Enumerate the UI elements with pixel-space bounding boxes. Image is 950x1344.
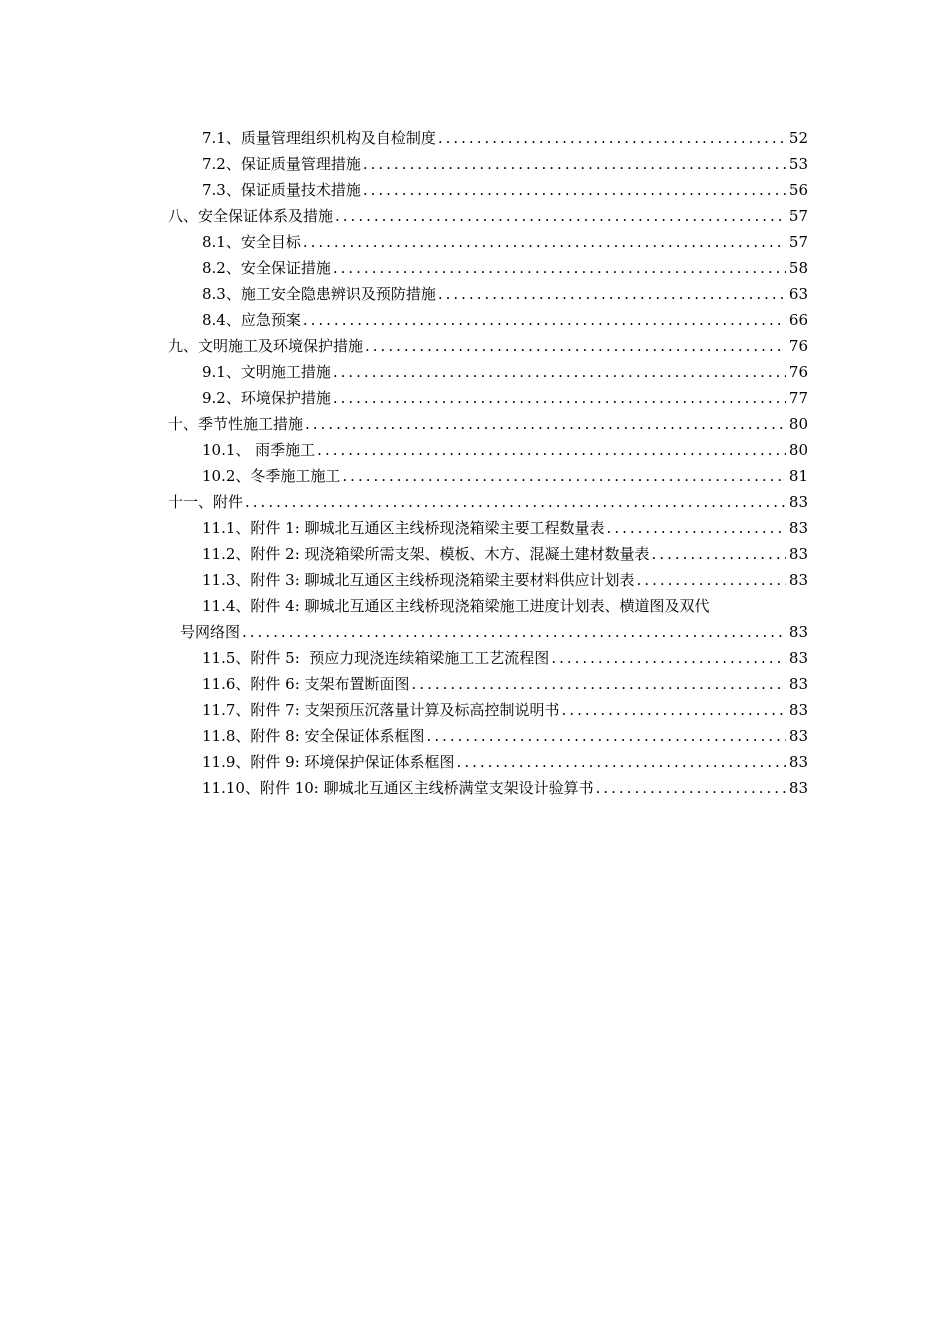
toc-leader-dots (242, 619, 786, 645)
toc-entry-page: 77 (788, 389, 808, 407)
toc-leader-dots (363, 151, 786, 177)
toc-leader-dots (342, 463, 786, 489)
toc-entry[interactable] (168, 567, 808, 593)
toc-entry[interactable] (168, 177, 808, 203)
toc-entry-title: 9.2、环境保护措施 (202, 389, 331, 407)
toc-entry-title: 11.3、附件 3: 聊城北互通区主线桥现浇箱梁主要材料供应计划表 (202, 571, 635, 589)
toc-entry[interactable] (168, 151, 808, 177)
toc-entry-page: 81 (788, 467, 808, 485)
toc-entry-page: 63 (788, 285, 808, 303)
toc-entry-page: 80 (788, 441, 808, 459)
toc-entry-title: 九、文明施工及环境保护措施 (168, 337, 364, 355)
toc-entry[interactable] (168, 515, 808, 541)
toc-entry-page: 83 (788, 675, 808, 693)
toc-leader-dots (305, 411, 786, 437)
toc-entry-page: 52 (788, 129, 808, 147)
toc-entry-page: 57 (788, 207, 808, 225)
toc-entry-title: 7.3、保证质量技术措施 (202, 181, 361, 199)
toc-leader-dots (245, 489, 786, 515)
toc-entry-title: 11.8、附件 8: 安全保证体系框图 (202, 727, 425, 745)
toc-entry[interactable] (168, 697, 808, 723)
toc-leader-dots (438, 281, 786, 307)
toc-entry-page: 57 (788, 233, 808, 251)
toc-entry[interactable] (168, 229, 808, 255)
toc-leader-dots (551, 645, 786, 671)
toc-entry-title: 11.7、附件 7: 支架预压沉落量计算及标高控制说明书 (202, 701, 560, 719)
toc-leader-dots (596, 775, 786, 801)
toc-entry-page: 83 (788, 623, 808, 641)
toc-chapter-entry[interactable] (168, 411, 808, 437)
toc-entry-title: 7.2、保证质量管理措施 (202, 155, 361, 173)
toc-entry-title: 11.5、附件 5: 预应力现浇连续箱梁施工工艺流程图 (202, 649, 550, 667)
toc-leader-dots (438, 125, 786, 151)
toc-leader-dots (607, 515, 786, 541)
toc-leader-dots (333, 255, 786, 281)
toc-entry[interactable] (168, 645, 808, 671)
toc-entry-page: 76 (788, 363, 808, 381)
toc-entry-page: 66 (788, 311, 808, 329)
toc-entry-page: 83 (788, 519, 808, 537)
toc-entry-page: 83 (788, 545, 808, 563)
toc-chapter-entry[interactable] (168, 333, 808, 359)
toc-leader-dots (333, 359, 786, 385)
toc-entry[interactable] (168, 307, 808, 333)
toc-leader-dots (303, 229, 786, 255)
toc-leader-dots (427, 723, 786, 749)
toc-entry[interactable] (168, 723, 808, 749)
toc-entry-continuation (168, 619, 808, 645)
toc-entry-title: 11.1、附件 1: 聊城北互通区主线桥现浇箱梁主要工程数量表 (202, 519, 605, 537)
toc-entry-page: 83 (788, 779, 808, 797)
toc-leader-dots (365, 333, 786, 359)
toc-entry-title: 十、季节性施工措施 (168, 415, 304, 433)
toc-entry-page: 83 (788, 571, 808, 589)
toc-entry-title: 11.9、附件 9: 环境保护保证体系框图 (202, 753, 455, 771)
toc-entry-title: 8.1、安全目标 (202, 233, 301, 251)
toc-entry-page: 83 (788, 753, 808, 771)
toc-entry[interactable] (168, 775, 808, 801)
toc-leader-dots (303, 307, 786, 333)
toc-entry[interactable] (168, 749, 808, 775)
toc-entry-title: 八、安全保证体系及措施 (168, 207, 334, 225)
toc-leader-dots (562, 697, 786, 723)
toc-entry[interactable] (168, 385, 808, 411)
toc-entry-title: 8.2、安全保证措施 (202, 259, 331, 277)
toc-entry-page: 80 (788, 415, 808, 433)
toc-entry-title-line1: 11.4、附件 4: 聊城北互通区主线桥现浇箱梁施工进度计划表、横道图及双代 (202, 597, 710, 615)
toc-entry[interactable] (168, 359, 808, 385)
toc-entry-title: 11.2、附件 2: 现浇箱梁所需支架、模板、木方、混凝土建材数量表 (202, 545, 650, 563)
toc-entry-title: 9.1、文明施工措施 (202, 363, 331, 381)
toc-entry-title: 7.1、质量管理组织机构及自检制度 (202, 129, 436, 147)
toc-entry[interactable] (168, 671, 808, 697)
toc-entry[interactable] (168, 255, 808, 281)
toc-wrapped-entry[interactable] (168, 593, 808, 645)
toc-leader-dots (363, 177, 786, 203)
toc-chapter-entry[interactable] (168, 203, 808, 229)
toc-entry[interactable] (168, 125, 808, 151)
toc-entry-page: 83 (788, 701, 808, 719)
toc-entry-page: 76 (788, 337, 808, 355)
toc-leader-dots (333, 385, 786, 411)
toc-leader-dots (335, 203, 786, 229)
toc-leader-dots (637, 567, 786, 593)
toc-entry[interactable] (168, 541, 808, 567)
toc-entry-title: 8.3、施工安全隐患辨识及预防措施 (202, 285, 436, 303)
toc-entry[interactable] (168, 281, 808, 307)
toc-leader-dots (457, 749, 786, 775)
toc-leader-dots (317, 437, 786, 463)
toc-entry-page: 58 (788, 259, 808, 277)
toc-entry-title-line2: 号网络图 (180, 623, 241, 641)
table-of-contents (168, 125, 808, 801)
toc-chapter-entry[interactable] (168, 489, 808, 515)
toc-leader-dots (652, 541, 786, 567)
toc-entry-title: 8.4、应急预案 (202, 311, 301, 329)
toc-entry-title: 十一、附件 (168, 493, 244, 511)
toc-entry-page: 53 (788, 155, 808, 173)
toc-entry-page: 83 (788, 493, 808, 511)
toc-entry[interactable] (168, 463, 808, 489)
toc-leader-dots (412, 671, 786, 697)
toc-entry-title: 11.6、附件 6: 支架布置断面图 (202, 675, 410, 693)
toc-entry-title: 10.2、冬季施工施工 (202, 467, 341, 485)
toc-entry-page: 56 (788, 181, 808, 199)
toc-entry-page: 83 (788, 649, 808, 667)
toc-entry-title: 11.10、附件 10: 聊城北互通区主线桥满堂支架设计验算书 (202, 779, 594, 797)
toc-entry[interactable] (168, 437, 808, 463)
toc-entry-page: 83 (788, 727, 808, 745)
toc-entry-title: 10.1、 雨季施工 (202, 441, 316, 459)
